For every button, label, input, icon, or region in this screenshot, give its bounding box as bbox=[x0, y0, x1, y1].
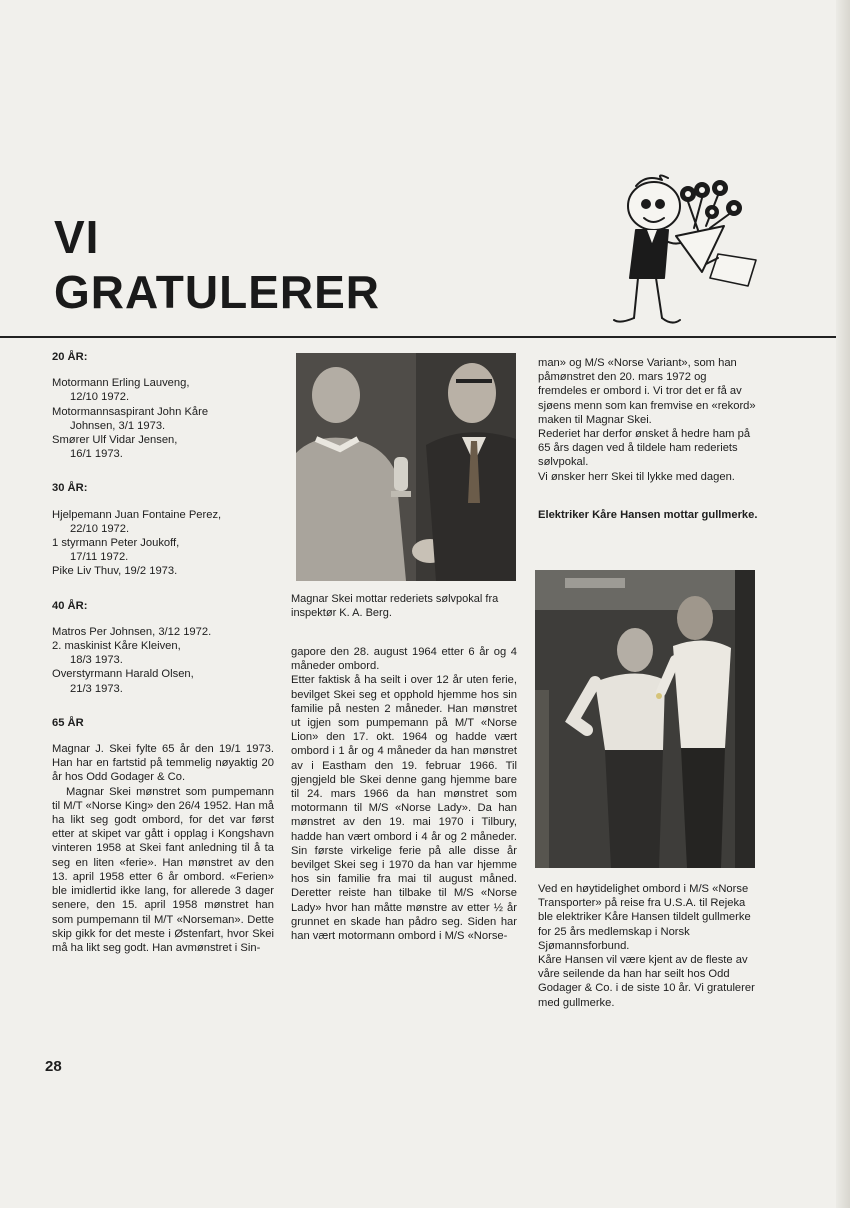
page-number: 28 bbox=[45, 1058, 62, 1075]
section-40-years bbox=[52, 599, 274, 696]
list-item: 2. maskinist Kåre Kleiven, 18/3 1973. bbox=[52, 640, 181, 667]
list-item: Hjelpemann Juan Fontaine Perez, 22/10 1972. bbox=[52, 508, 222, 535]
list-item: Motormannsaspirant John Kåre Johnsen, 3/1 1973. bbox=[52, 405, 209, 432]
list-item: Overstyrmann Harald Olsen, 21/3 1973. bbox=[52, 668, 194, 695]
headline-line-2: GRATULERER bbox=[54, 266, 381, 319]
caption-paragraph: Ved en høytidelighet ombord i M/S «Norse Transporter» på reise fra U.S.A. til Rejeka ble elektriker Kåre Hansen tildelt gullmerke for 25 års medlemskap i Norsk Sjømannsforbund. bbox=[538, 883, 751, 952]
list-item: Smører Ulf Vidar Jensen, 16/1 1973. bbox=[52, 434, 178, 461]
photo-caption bbox=[538, 882, 758, 1010]
section-heading: 20 ÅR: bbox=[52, 351, 88, 363]
photo-silver-trophy bbox=[296, 353, 516, 581]
list-item: Pike Liv Thuv, 19/2 1973. bbox=[52, 565, 178, 578]
article-column-2 bbox=[291, 645, 517, 943]
article-paragraph: Magnar Skei mønstret som pumpemann til M/T «Norse King» den 26/4 1952. Han må ha likt seg godt ombord, for det var først etter at skipet var gått i opplag i Kongshavn vinteren 1958 at Skei fant anledning til å ta seg en liten «ferie». Han mønstret av den 13. april 1958 etter 6 år ombord. «Ferien» ble imidlertid ikke lang, for allerede 3 dager senere, den 15. april 1958 mønstret han som pumpemann til M/T «Norseman». Dette skip gikk for det meste i Østenfart, hvor Skei må ha likt seg godt. Han avmønstret i Sin- bbox=[52, 785, 274, 954]
mascot-bouquet-illustration bbox=[606, 168, 786, 333]
article-paragraph: Etter faktisk å ha seilt i over 12 år uten ferie, bevilget Skei seg et opphold hjemme hos sin familie på nesten 2 måneder. Han mønstret ut igjen som pumpemann på M/T «Norse Lion» den 17. okt. 1964 og hadde vært ombord i 1 år og 4 måneder da han mønstret av i Eastham den 19. februar 1966. Til gjengjeld ble Skei denne gang hjemme bare til 24. mars 1966 da han mønstret som motormann til M/S «Norse Lady». Da han mønstret av den 19. mai 1970 i Tilbury, hadde han vært ombord i 4 år og 2 måneder. Sin første virkelige ferie på alle disse år bevilget Skei seg i 1970 da han var hjemme hos sin familie fra mai til august måned. Deretter reiste han tilbake til M/S «Norse Lady» hvor han måtte mønstre av etter ½ år grunnet en skade han pådro seg. Siden har han vært motormann ombord i M/S «Norse- bbox=[291, 674, 517, 943]
section-65-years bbox=[52, 716, 274, 955]
section-heading: 40 ÅR: bbox=[52, 599, 88, 612]
list-item: 1 styrmann Peter Joukoff, 17/11 1972. bbox=[52, 537, 180, 564]
caption-paragraph: Kåre Hansen vil være kjent av de fleste av våre seilende da han har seilt hos Odd Godager & Co. i de siste 10 år. Vi gratulerer med gullmerke. bbox=[538, 954, 755, 1009]
headline-rule bbox=[0, 336, 836, 338]
list-item: Matros Per Johnsen, 3/12 1972. bbox=[52, 625, 212, 638]
section-heading: 65 ÅR bbox=[52, 716, 84, 729]
photo-gold-badge bbox=[535, 570, 755, 868]
section-30-years bbox=[52, 481, 274, 578]
page-headline bbox=[54, 210, 380, 320]
article-paragraph: Magnar J. Skei fylte 65 år den 19/1 1973. Han har en fartstid på temmelig nøyaktig 20 år hos Odd Godager & Co. bbox=[52, 743, 274, 784]
section-heading: 30 ÅR: bbox=[52, 482, 88, 495]
page-edge bbox=[836, 0, 850, 1208]
list-item: Motormann Erling Lauveng, 12/10 1972. bbox=[52, 377, 190, 404]
anniversary-column bbox=[52, 350, 274, 975]
section-20-years bbox=[52, 350, 274, 461]
article-paragraph: Rederiet har derfor ønsket å hedre ham på 65 års dagen ved å tildele ham rederiets sølvpokal. bbox=[538, 428, 751, 469]
article-paragraph: man» og M/S «Norse Variant», som han påmønstret den 20. mars 1972 og fremdeles er ombord i. Vi tror det er få av sjøens menn som kan fremvise en «rekord» maken til Magnar Skei. bbox=[538, 357, 756, 426]
article-column-3 bbox=[538, 356, 758, 522]
article-paragraph: Vi ønsker herr Skei til lykke med dagen. bbox=[538, 470, 735, 483]
photo-caption: Magnar Skei mottar rederiets sølvpokal fra inspektør K. A. Berg. bbox=[291, 593, 499, 619]
article-paragraph: gapore den 28. august 1964 etter 6 år og 4 måneder ombord. bbox=[291, 646, 517, 673]
photo-title: Elektriker Kåre Hansen mottar gullmerke. bbox=[538, 508, 758, 521]
headline-line-1: VI bbox=[54, 211, 100, 263]
